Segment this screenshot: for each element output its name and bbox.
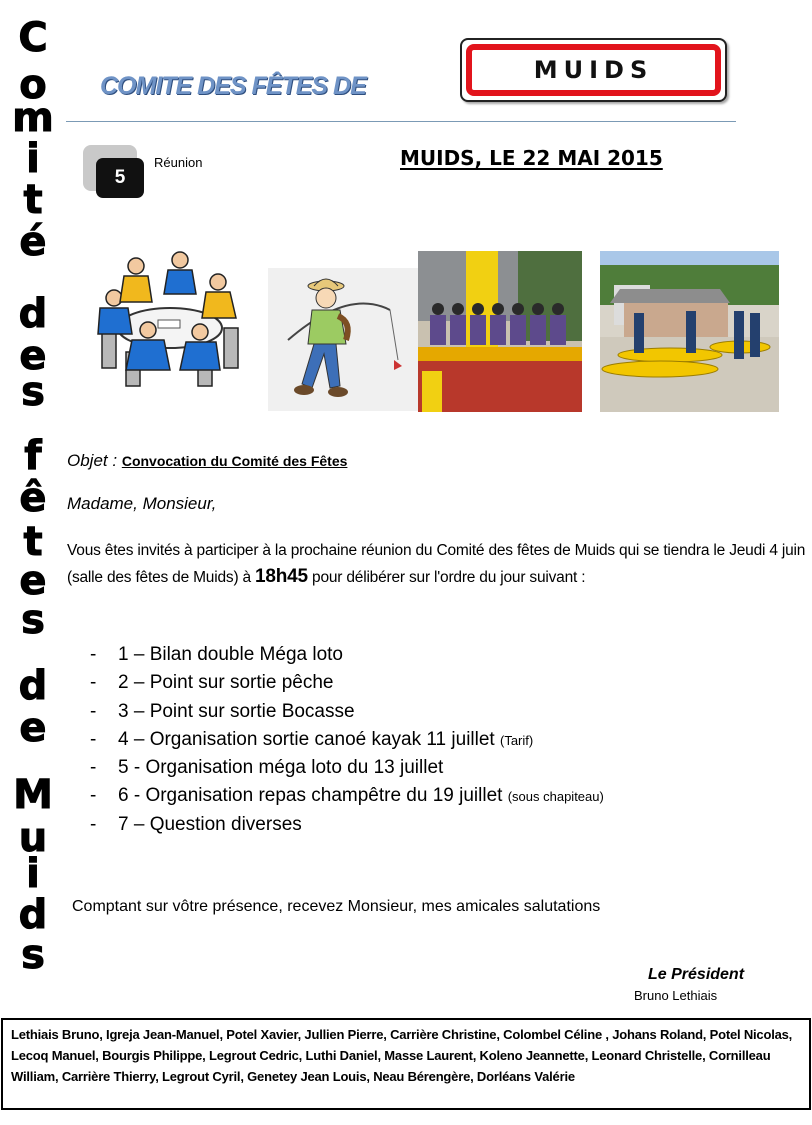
vertical-title-letter: t (23, 177, 43, 223)
agenda-item-text: 2 – Point sur sortie pêche (118, 672, 334, 694)
intro-text-end: pour délibérer sur l'ordre du jour suivant : (307, 569, 586, 586)
agenda-item (90, 641, 604, 669)
signature-name: Bruno Lethiais (634, 988, 718, 1003)
agenda-item-text: 5 - Organisation méga loto du 13 juillet (118, 757, 444, 779)
agenda-bullet: - (90, 813, 97, 835)
salutation: Madame, Monsieur, (67, 494, 217, 513)
meeting-hour: 18h45 (255, 566, 308, 587)
reunion-label: Réunion (154, 155, 203, 170)
agenda-item (90, 698, 604, 726)
vertical-title-letter: é (19, 219, 47, 265)
agenda-item (90, 811, 604, 839)
vertical-title-letter: C (18, 15, 48, 61)
vertical-title-letter: d (18, 663, 48, 709)
town-sign-label: MUIDS (466, 44, 721, 96)
agenda-bullet: - (90, 672, 97, 694)
agenda-item (90, 782, 604, 810)
vertical-title-letter: f (24, 433, 42, 479)
vertical-title-letter: o (19, 62, 47, 108)
header-title: COMITE DES FÊTES DE (100, 72, 366, 100)
fisherman-cartoon (268, 268, 418, 411)
header-divider (66, 121, 736, 122)
kayak-photo (600, 251, 779, 412)
agenda-bullet: - (90, 785, 97, 807)
meeting-illustration (88, 248, 250, 388)
town-sign (460, 38, 727, 102)
reunion-number-badge: 5 (96, 158, 144, 198)
vertical-title-letter: e (19, 333, 47, 379)
vertical-title-letter: d (18, 291, 48, 337)
vertical-title-letter: ê (19, 475, 47, 521)
intro-paragraph (67, 538, 807, 591)
agenda-item-text: 3 – Point sur sortie Bocasse (118, 700, 355, 722)
members-box: Lethiais Bruno, Igreja Jean-Manuel, Potel Xavier, Jullien Pierre, Carrière Christine, Colombel Céline , Johans Roland, Potel Nicolas, Lecoq Manuel, Bourgis Philippe, Legrout Cedric, Luthi Daniel, Masse Laurent, Koleno Jeannette, Leonard Christelle, Cornilleau William, Carrière Thierry, Legrout Cyril, Genetey Jean Louis, Neau Bérengère, Dorléans Valérie (1, 1018, 811, 1110)
date-line: MUIDS, LE 22 MAI 2015 (400, 146, 663, 170)
vertical-title-letter: i (26, 136, 40, 182)
agenda-bullet: - (90, 700, 97, 722)
vertical-title-letter: s (21, 369, 45, 415)
closing-line: Comptant sur vôtre présence, recevez Monsieur, mes amicales salutations (72, 898, 601, 915)
agenda-item (90, 669, 604, 697)
vertical-title-letter: t (23, 519, 43, 565)
agenda-item-note: (sous chapiteau) (507, 789, 604, 805)
agenda-item-text: 4 – Organisation sortie canoé kayak 11 juillet (118, 728, 500, 750)
vertical-title-letter: e (19, 705, 47, 751)
vertical-title-letter: e (19, 558, 47, 604)
objet-line (67, 451, 347, 471)
agenda-item-text: 1 – Bilan double Méga loto (118, 644, 343, 665)
agenda-item (90, 726, 604, 754)
agenda-item-text: 6 - Organisation repas champêtre du 19 juillet (118, 785, 508, 807)
vertical-title-letter: d (18, 892, 48, 938)
agenda-bullet: - (90, 757, 97, 779)
agenda-list (90, 641, 604, 839)
vertical-title-letter: u (18, 815, 48, 861)
fairground-ride-photo (418, 251, 582, 412)
vertical-title-letter: m (12, 95, 54, 141)
signature-title: Le Président (648, 966, 745, 983)
agenda-item-text: 7 – Question diverses (118, 813, 302, 835)
intro-text-start: Vous êtes invités à participer à la prochaine réunion du Comité des fêtes de Muids qui se tiendra le Jeudi 4 juin (salle des fêtes de Muids) à (67, 542, 806, 586)
agenda-bullet: - (90, 728, 97, 750)
agenda-item-note: (Tarif) (499, 732, 534, 748)
agenda-item (90, 754, 604, 782)
objet-label: Objet : (67, 451, 118, 470)
vertical-title-letter: M (13, 772, 53, 818)
vertical-title-letter: i (26, 851, 40, 897)
vertical-title-letter: s (21, 597, 45, 643)
agenda-bullet: - (90, 644, 97, 665)
objet-text: Convocation du Comité des Fêtes (121, 453, 348, 469)
vertical-title-letter: s (21, 932, 45, 978)
